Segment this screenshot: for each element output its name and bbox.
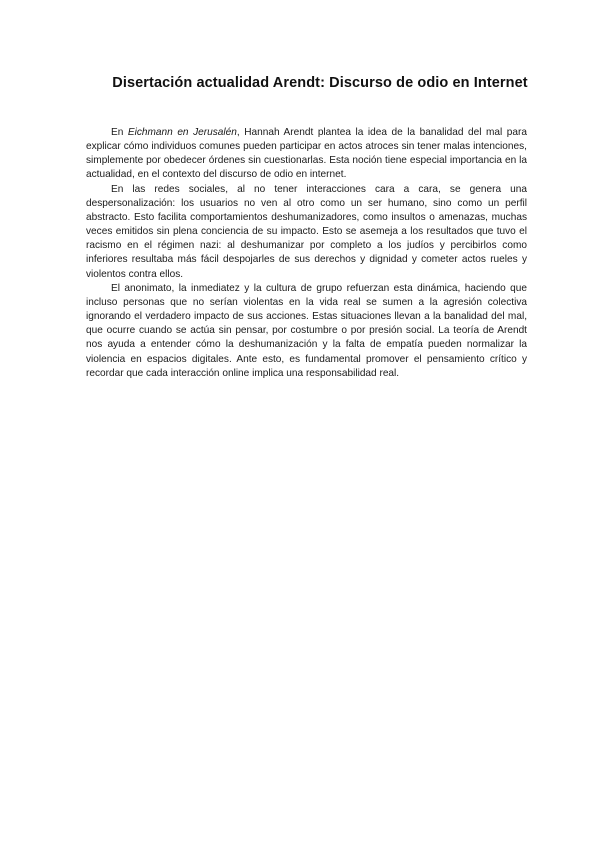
- paragraph-3: El anonimato, la inmediatez y la cultura de grupo refuerzan esta dinámica, haciendo que incluso personas que no serían violentas en la vida real se sumen a la agresión colectiva ignorando el verdadero impacto de sus acciones. Estas situaciones llevan a la banalidad del mal, que ocurre cuando se actúa sin pensar, por costumbre o por presión social. La teoría de Arendt nos ayuda a entender cómo la deshumanización y la falta de empatía pueden normalizar la violencia en espacios digitales. Ante esto, es fundamental promover el pensamiento crítico y recordar que cada interacción online implica una responsabilidad real.: [86, 282, 527, 379]
- paragraph-1: [86, 126, 527, 183]
- document-body: [86, 126, 527, 381]
- document-title: Disertación actualidad Arendt: Discurso de odio en Internet: [112, 75, 528, 91]
- book-title: Eichmann en Jerusalén: [127, 127, 237, 138]
- paragraph-1-lead: En: [111, 127, 128, 138]
- paragraph-2: En las redes sociales, al no tener interacciones cara a cara, se genera una despersonalización: los usuarios no ven al otro como un ser humano, sino como un perfil abstracto. Esto facilita comportamientos deshumanizadores, como insultos o amenazas, muchas veces emitidos sin plena conciencia de su impacto. Esto se asemeja a los resultados que tuvo el racismo en el régimen nazi: al deshumanizar por completo a los judíos y percibirlos como inferiores resultaba más fácil despojarles de sus derechos y dignidad y cometer actos rueles y violentos contra ellos.: [86, 183, 527, 280]
- paragraph-1-text: , Hannah Arendt plantea la idea de la banalidad del mal para explicar cómo individuos comunes pueden participar en actos atroces sin tener malas intenciones, simplemente por obedecer órdenes sin cuestionarlas. Esta noción tiene especial importancia en la actualidad, en el contexto del discurso de odio en internet.: [86, 127, 527, 181]
